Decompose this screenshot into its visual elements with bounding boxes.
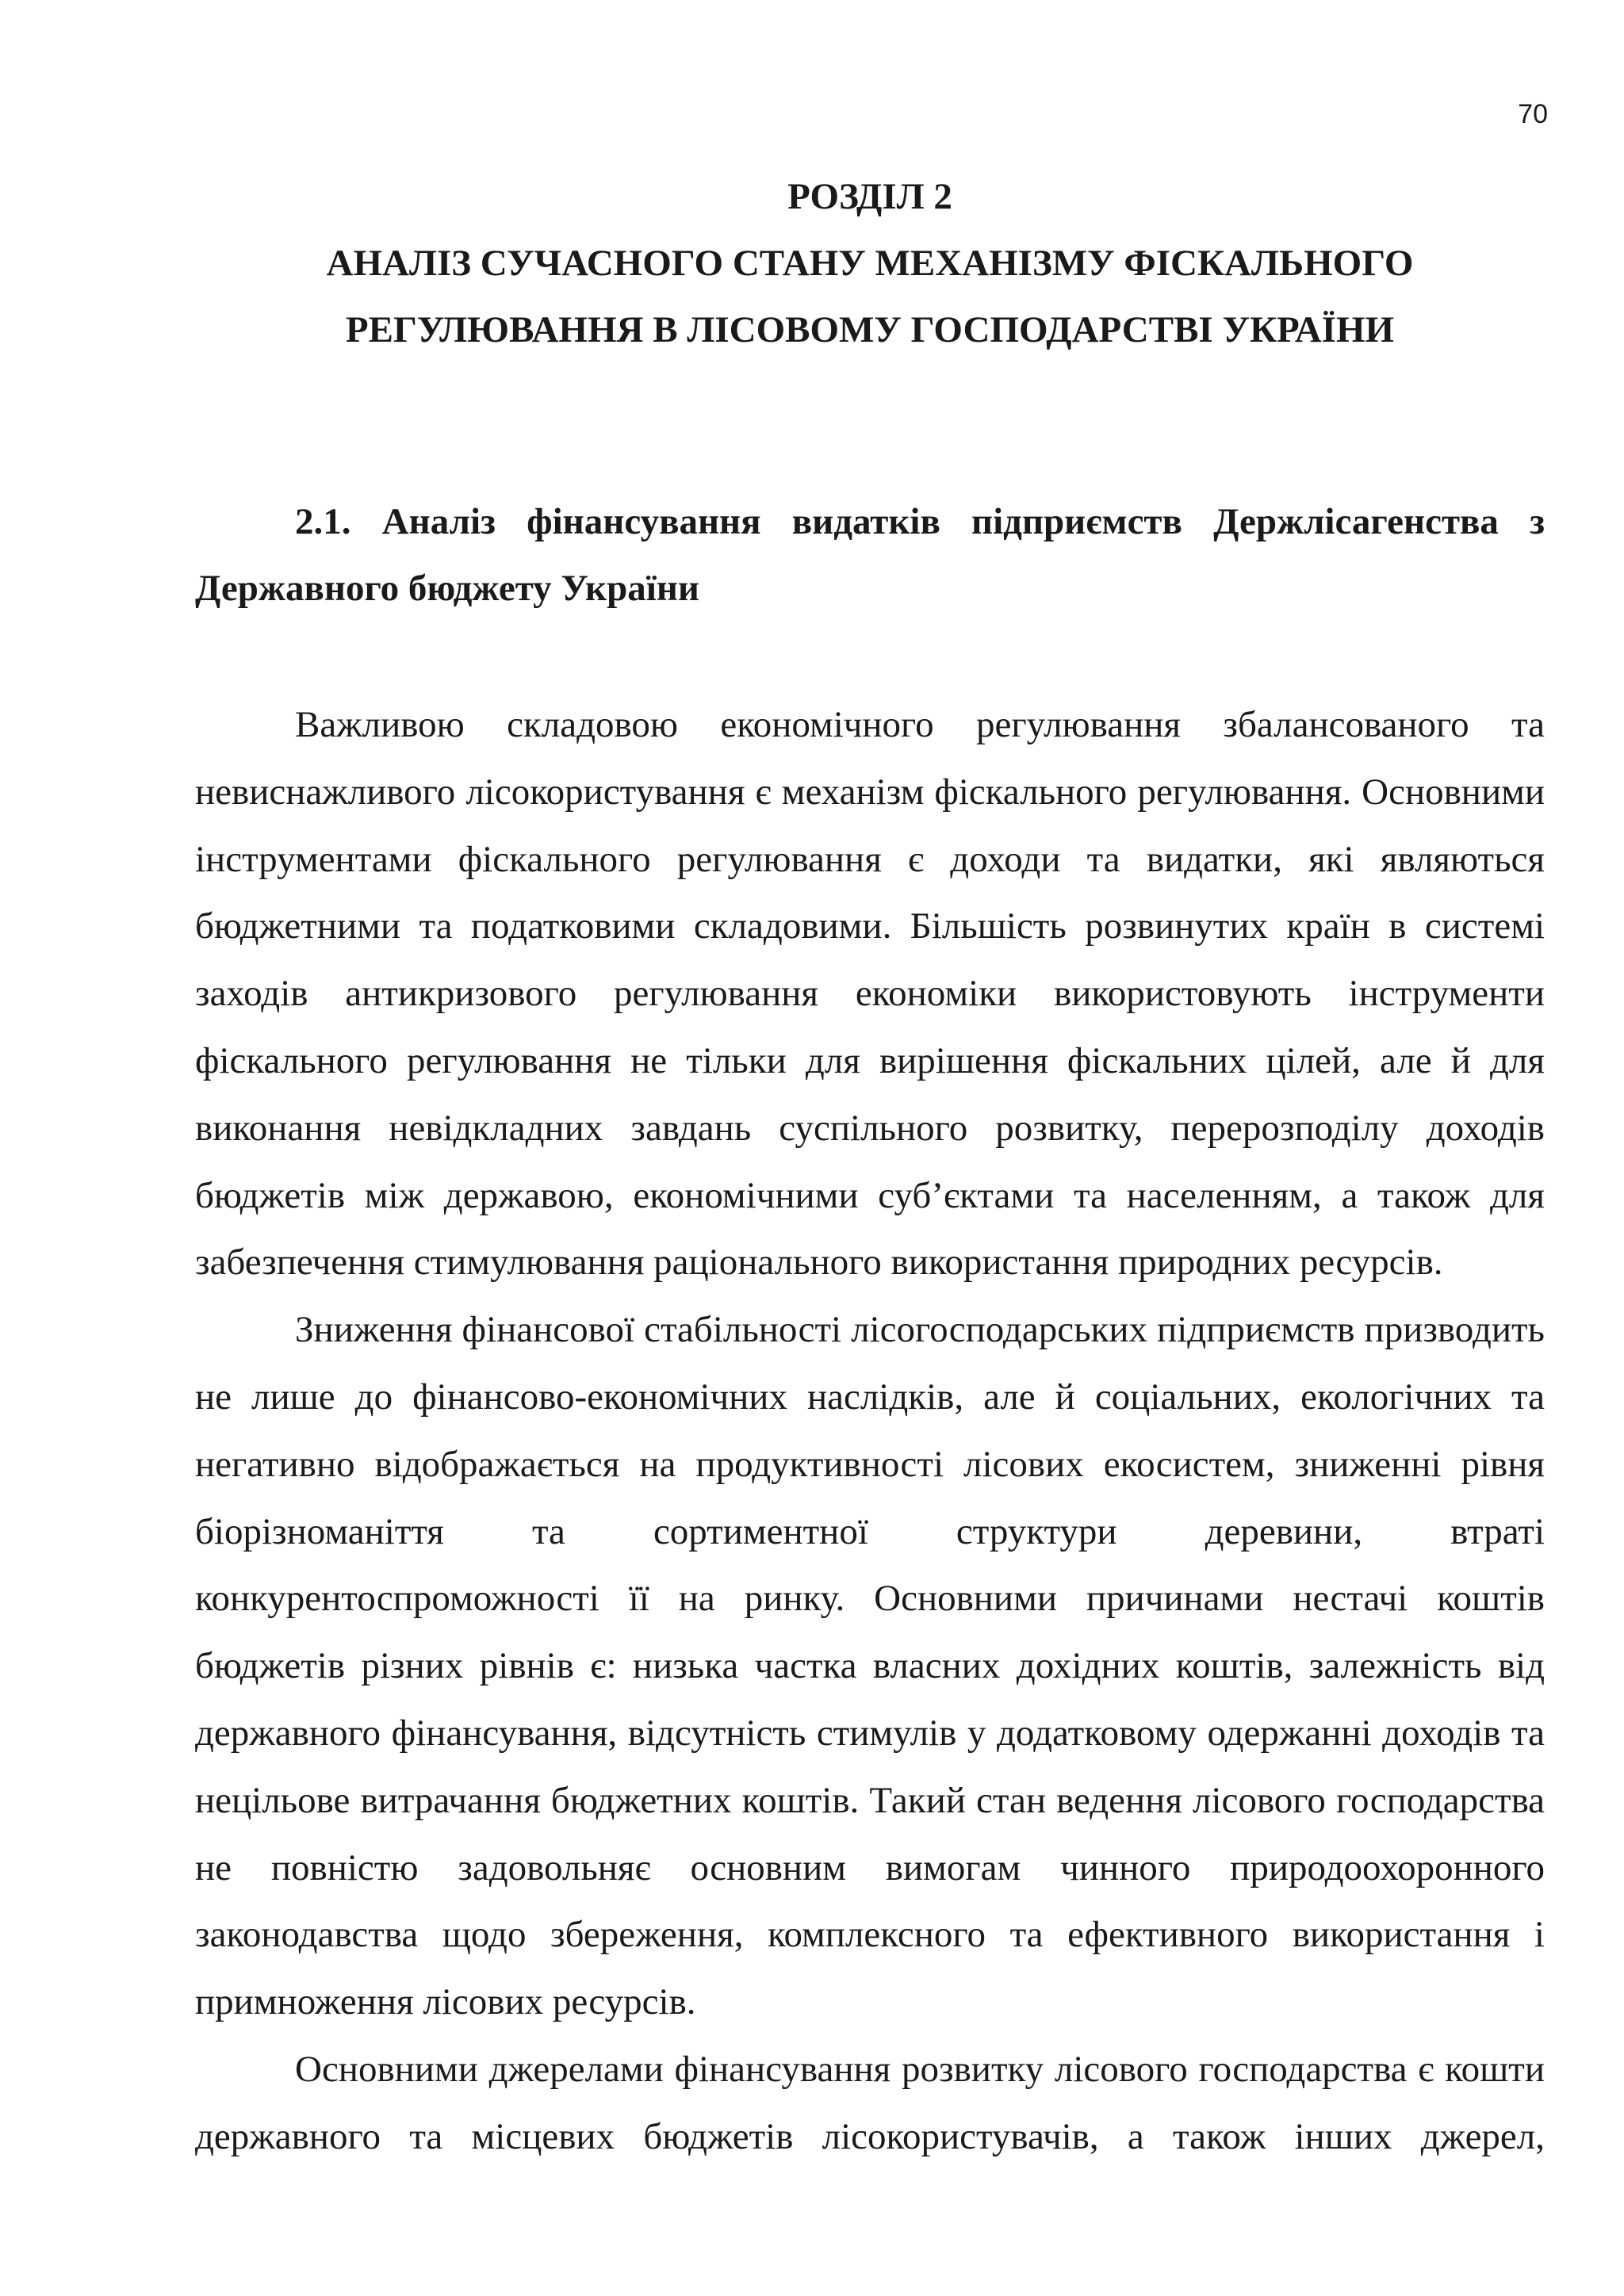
page-number: 70 xyxy=(1518,99,1548,129)
paragraph-1-text: Важливою складовою економічного регулювання збалансованого та невиснажливого лісокористування є механізм фіскального регулювання. Основними інструментами фіскального регулювання є доходи та видатки, які являються бюджетними та податковими складовими. Більшість розвинутих країн в системі заходів антикризового регулювання економіки використовують інструменти фіскального регулювання не тільки для вирішення фіскальних цілей, але й для виконання невідкладних завдань суспільного розвитку, перерозподілу доходів бюджетів між державою, економічними суб’єктами та населенням, а також для забезпечення стимулювання раціонального використання природних ресурсів. xyxy=(195,704,1545,1284)
chapter-header xyxy=(195,163,1545,363)
paragraph-2 xyxy=(195,1296,1545,2036)
section-heading-line-2: Державного бюджету України xyxy=(195,568,699,609)
paragraph-2-text: Зниження фінансової стабільності лісогосподарських підприємств призводить не лише до фінансово-економічних наслідків, але й соціальних, екологічних та негативно відображається на продуктивності лісових екосистем, зниженні рівня біорізноманіття та сортиментної структури деревини, втраті конкурентоспроможності її на ринку. Основними причинами нестачі коштів бюджетів різних рівнів є: низька частка власних дохідних коштів, залежність від державного фінансування, відсутність стимулів у додатковому одержанні доходів та нецільове витрачання бюджетних коштів. Такий стан ведення лісового господарства не повністю задовольняє основним вимогам чинного природоохоронного законодавства щодо збереження, комплексного та ефективного використання і примноження лісових ресурсів. xyxy=(195,1309,1545,2023)
paragraph-1 xyxy=(195,691,1545,1296)
chapter-label: РОЗДІЛ 2 xyxy=(787,176,952,217)
chapter-title-line-2: РЕГУЛЮВАННЯ В ЛІСОВОМУ ГОСПОДАРСТВІ УКРАЇНИ xyxy=(345,309,1395,350)
body-text xyxy=(195,691,1545,2171)
chapter-title-line-1: АНАЛІЗ СУЧАСНОГО СТАНУ МЕХАНІЗМУ ФІСКАЛЬНОГО xyxy=(326,243,1414,284)
paragraph-3-text: Основними джерелами фінансування розвитку лісового господарства є кошти державного та місцевих бюджетів лісокористувачів, а також інших джерел, xyxy=(195,2048,1545,2157)
section-heading-line-1: 2.1. Аналіз фінансування видатків підприємств Держлісагенства з xyxy=(295,501,1545,542)
paragraph-3 xyxy=(195,2036,1545,2171)
section-heading xyxy=(195,488,1545,622)
